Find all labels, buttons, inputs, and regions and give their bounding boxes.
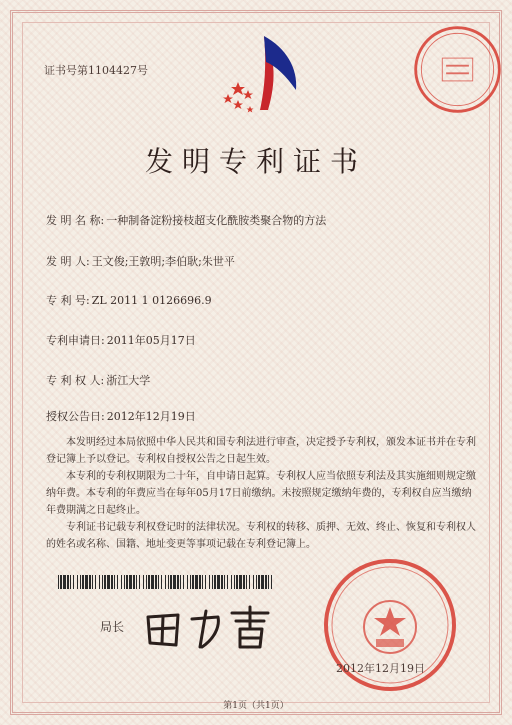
inventors-label: 发 明 人: (46, 255, 90, 268)
page-number: 第1页（共1页） (223, 701, 289, 711)
barcode-bar (231, 575, 232, 589)
body-paragraph: 专利证书记载专利权登记时的法律状况。专利权的转移、质押、无效、终止、恢复和专利权人的姓名或名称、国籍、地址变更等事项记载在专利登记簿上。 (46, 522, 476, 550)
barcode-bar (205, 575, 206, 589)
barcode-bar (60, 575, 62, 589)
barcode-bar (192, 575, 194, 589)
filing-date-value: 2011年05月17日 (106, 334, 196, 347)
inventors-value: 王文俊;王敦明;李伯耿;朱世平 (91, 255, 235, 268)
grant-date-value: 2012年12月19日 (106, 410, 196, 423)
barcode-bar (80, 575, 81, 589)
barcode-bar (253, 575, 254, 589)
barcode-bar (177, 575, 179, 589)
barcode-bar (58, 575, 59, 589)
barcode-bar (234, 575, 235, 589)
barcode-bar (73, 575, 74, 589)
patentee-row (46, 372, 150, 388)
barcode-bar (63, 575, 66, 589)
barcode-bar (77, 575, 78, 589)
barcode-bar (124, 575, 125, 589)
barcode-bar (67, 575, 69, 589)
barcode-bar (214, 575, 216, 589)
barcode-bar (195, 575, 198, 589)
barcode-bar (249, 575, 250, 589)
certificate-number: 证书号第1104427号 (44, 64, 148, 77)
barcode-bar (221, 575, 223, 589)
patentee-label: 专 利 权 人: (46, 374, 105, 387)
barcode-bar (126, 575, 128, 589)
agency-seal-stamp (410, 22, 505, 117)
barcode-bar (99, 575, 100, 589)
patent-number-row (46, 292, 212, 308)
barcode-bar (243, 575, 245, 589)
filing-date-row (46, 332, 196, 348)
invention-name-value: 一种制备淀粉接枝超支化酰胺类聚合物的方法 (106, 214, 327, 227)
barcode-bar (217, 575, 220, 589)
barcode-bar (168, 575, 169, 589)
barcode-bar (190, 575, 191, 589)
barcode-bar (236, 575, 238, 589)
body-paragraph: 本专利的专利权期限为二十年，自申请日起算。专利权人应当依照专利法及其实施细则规定缴纳年费。本专利的年费应当在每年05月17日前缴纳。未按照规定缴纳年费的，专利权自应当缴纳年费期满之日起终止。 (46, 471, 476, 516)
invention-name-row (46, 212, 326, 228)
patentee-value: 浙江大学 (106, 374, 151, 387)
barcode-bar (180, 575, 181, 589)
barcode-bar (258, 575, 260, 589)
barcode-bar (161, 575, 162, 589)
barcode-bar (114, 575, 115, 589)
barcode-bar (89, 575, 91, 589)
barcode-graphic (58, 575, 276, 589)
barcode-bar (202, 575, 203, 589)
barcode-bar (173, 575, 176, 589)
barcode-bar (209, 575, 210, 589)
grant-date-row (46, 408, 196, 424)
barcode-bar (146, 575, 147, 589)
barcode-bar (139, 575, 140, 589)
barcode-bar (104, 575, 106, 589)
barcode-bar (212, 575, 213, 589)
barcode-bar (92, 575, 93, 589)
barcode-bar (227, 575, 228, 589)
barcode-bar (165, 575, 166, 589)
seal-date: 2012年12月19日 (336, 662, 425, 675)
barcode-bar (102, 575, 103, 589)
barcode-bar (261, 575, 264, 589)
inventors-row (46, 253, 235, 269)
barcode-bar (148, 575, 150, 589)
filing-date-label: 专利申请日: (46, 334, 105, 347)
barcode-bar (183, 575, 184, 589)
certificate-body-text (46, 434, 476, 553)
barcode-bar (151, 575, 154, 589)
barcode-bar (271, 575, 272, 589)
grant-date-label: 授权公告日: (46, 410, 105, 423)
barcode-bar (199, 575, 201, 589)
director-signature (140, 603, 290, 653)
patent-number-value: ZL 2011 1 0126696.9 (91, 294, 212, 307)
barcode-bar (133, 575, 135, 589)
barcode-bar (187, 575, 188, 589)
barcode-bar (265, 575, 267, 589)
patent-number-label: 专 利 号: (46, 294, 90, 307)
barcode-bar (155, 575, 157, 589)
director-title: 局长 (100, 620, 125, 634)
body-paragraph: 本发明经过本局依照中华人民共和国专利法进行审查，决定授予专利权，颁发本证书并在专利登记簿上予以登记。专利权自授权公告之日起生效。 (46, 437, 476, 465)
barcode-bar (246, 575, 247, 589)
barcode-bar (158, 575, 159, 589)
barcode-bar (256, 575, 257, 589)
barcode-bar (70, 575, 71, 589)
barcode-bar (224, 575, 225, 589)
barcode-bar (95, 575, 96, 589)
barcode (58, 575, 276, 589)
barcode-bar (111, 575, 113, 589)
barcode-bar (239, 575, 242, 589)
barcode-bar (121, 575, 122, 589)
barcode-bar (82, 575, 84, 589)
barcode-bar (117, 575, 118, 589)
barcode-bar (170, 575, 172, 589)
document-title: 发明专利证书 (144, 145, 367, 178)
barcode-bar (85, 575, 88, 589)
barcode-bar (107, 575, 110, 589)
barcode-bar (129, 575, 132, 589)
barcode-bar (136, 575, 137, 589)
invention-name-label: 发 明 名 称: (46, 214, 105, 227)
barcode-bar (268, 575, 269, 589)
barcode-bar (143, 575, 144, 589)
sipo-emblem-logo (216, 28, 306, 118)
